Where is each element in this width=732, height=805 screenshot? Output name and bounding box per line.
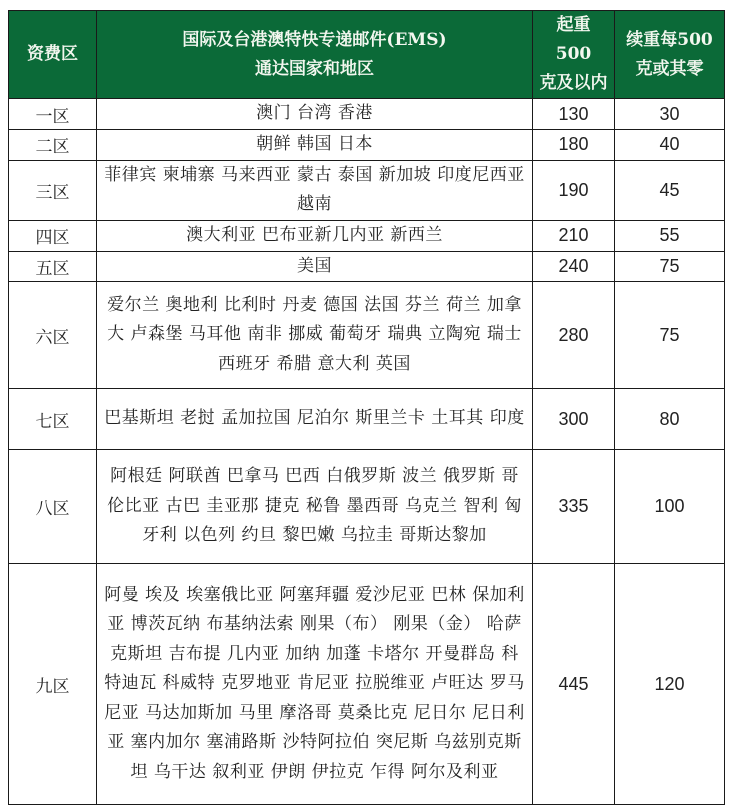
countries-cell: 爱尔兰 奥地利 比利时 丹麦 德国 法国 芬兰 荷兰 加拿大 卢森堡 马耳他 南非 挪威 葡萄牙 瑞典 立陶宛 瑞士 西班牙 希腊 意大利 英国	[97, 282, 533, 389]
table-row	[9, 282, 725, 389]
first-weight-price: 280	[533, 282, 615, 389]
table-body	[9, 99, 725, 805]
table-row	[9, 160, 725, 220]
additional-weight-price: 40	[615, 130, 725, 161]
zone-cell: 五区	[9, 251, 97, 282]
header-first-weight-line1: 起重 500	[555, 15, 592, 64]
first-weight-price: 210	[533, 220, 615, 251]
countries-cell: 菲律宾 柬埔寨 马来西亚 蒙古 泰国 新加坡 印度尼西亚 越南	[97, 160, 533, 220]
first-weight-price: 240	[533, 251, 615, 282]
first-weight-price: 180	[533, 130, 615, 161]
additional-weight-price: 100	[615, 450, 725, 564]
table-row	[9, 450, 725, 564]
zone-cell: 九区	[9, 564, 97, 805]
first-weight-price: 300	[533, 389, 615, 450]
countries-cell: 巴基斯坦 老挝 孟加拉国 尼泊尔 斯里兰卡 土耳其 印度	[97, 389, 533, 450]
table-header	[9, 11, 725, 99]
ems-rate-table	[8, 10, 725, 805]
zone-cell: 六区	[9, 282, 97, 389]
table-row	[9, 251, 725, 282]
additional-weight-price: 55	[615, 220, 725, 251]
additional-weight-price: 30	[615, 99, 725, 130]
header-additional-weight	[615, 11, 725, 99]
additional-weight-price: 120	[615, 564, 725, 805]
additional-weight-price: 45	[615, 160, 725, 220]
first-weight-price: 335	[533, 450, 615, 564]
countries-cell: 澳门 台湾 香港	[97, 99, 533, 130]
header-first-weight-line2: 克及以内	[539, 73, 608, 93]
zone-cell: 七区	[9, 389, 97, 450]
header-zone-label: 资费区	[27, 44, 78, 64]
table-row	[9, 99, 725, 130]
countries-cell: 澳大利亚 巴布亚新几内亚 新西兰	[97, 220, 533, 251]
zone-cell: 一区	[9, 99, 97, 130]
additional-weight-price: 75	[615, 282, 725, 389]
table-row	[9, 389, 725, 450]
header-first-weight	[533, 11, 615, 99]
zone-cell: 二区	[9, 130, 97, 161]
header-countries-line1: 国际及台港澳特快专递邮件(EMS)	[182, 29, 447, 50]
header-countries	[97, 11, 533, 99]
countries-cell: 美国	[97, 251, 533, 282]
table-row	[9, 130, 725, 161]
zone-cell: 三区	[9, 160, 97, 220]
countries-cell: 阿曼 埃及 埃塞俄比亚 阿塞拜疆 爱沙尼亚 巴林 保加利亚 博茨瓦纳 布基纳法索 刚果（布） 刚果（金） 哈萨克斯坦 吉布提 几内亚 加纳 加蓬 卡塔尔 开曼群岛 科特迪瓦 科威特 克罗地亚 肯尼亚 拉脱维亚 卢旺达 罗马尼亚 马达加斯加 马里 摩洛哥 莫桑比克 尼日尔 尼日利亚 塞内加尔 塞浦路斯 沙特阿拉伯 突尼斯 乌兹别克斯坦 乌干达 叙利亚 伊朗 伊拉克 乍得 阿尔及利亚	[97, 564, 533, 805]
first-weight-price: 130	[533, 99, 615, 130]
countries-cell: 朝鲜 韩国 日本	[97, 130, 533, 161]
header-zone	[9, 11, 97, 99]
table-row	[9, 564, 725, 805]
countries-cell: 阿根廷 阿联酋 巴拿马 巴西 白俄罗斯 波兰 俄罗斯 哥伦比亚 古巴 圭亚那 捷克 秘鲁 墨西哥 乌克兰 智利 匈牙利 以色列 约旦 黎巴嫩 乌拉圭 哥斯达黎加	[97, 450, 533, 564]
zone-cell: 四区	[9, 220, 97, 251]
header-additional-weight-line1: 续重每500	[626, 29, 713, 50]
header-countries-line2: 通达国家和地区	[255, 58, 374, 79]
additional-weight-price: 75	[615, 251, 725, 282]
table-row	[9, 220, 725, 251]
first-weight-price: 445	[533, 564, 615, 805]
header-additional-weight-line2: 克或其零	[635, 58, 704, 79]
additional-weight-price: 80	[615, 389, 725, 450]
zone-cell: 八区	[9, 450, 97, 564]
first-weight-price: 190	[533, 160, 615, 220]
